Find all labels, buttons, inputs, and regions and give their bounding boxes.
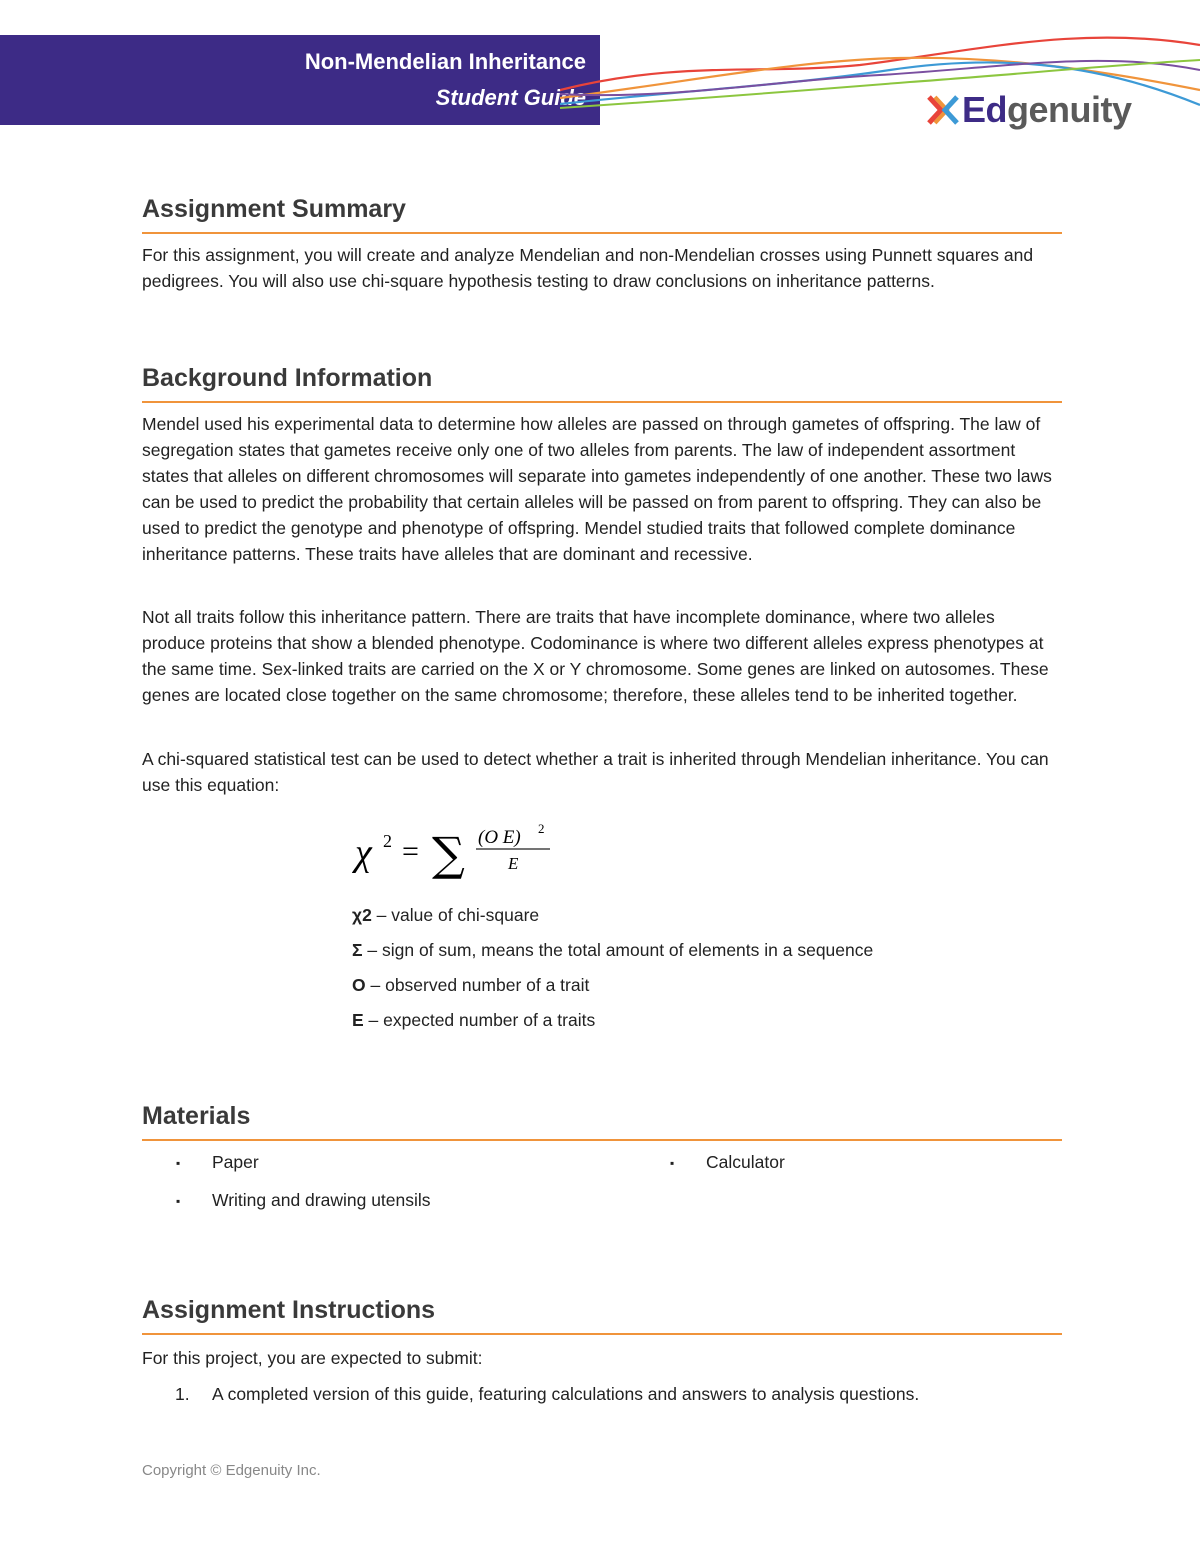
materials-heading: Materials — [142, 1102, 1062, 1141]
document-title: Non-Mendelian Inheritance — [304, 49, 586, 74]
background-paragraph-2: Not all traits follow this inheritance pattern. There are traits that have incomplete dominance, where two alleles produce proteins that show a blended phenotype. Codominance is where two different alleles express phenotypes at the same time. Sex-linked traits are carried on the X or Y chromosome. Some genes are linked on autosomes. These genes are located close together on the same chromosome; therefore, these alleles tend to be inherited together. — [142, 607, 1049, 705]
material-item: Calculator — [706, 1152, 785, 1172]
list-item-text: A completed version of this guide, featuring calculations and answers to analysis questions. — [212, 1384, 920, 1404]
copyright-footer: Copyright © Edgenuity Inc. — [142, 1462, 321, 1479]
definition-expected: E – expected number of a traits — [352, 1010, 596, 1030]
edgenuity-logo — [926, 88, 1132, 132]
summary-heading: Assignment Summary — [142, 195, 1062, 234]
definition-sum: Σ – sign of sum, means the total amount of elements in a sequence — [352, 940, 874, 960]
summary-text: For this assignment, you will create and analyze Mendelian and non-Mendelian crosses using Punnett squares and pedigrees. You will also use chi-square hypothesis testing to draw conclusions on inheritance patterns. — [142, 245, 1034, 291]
definition-observed: O – observed number of a trait — [352, 975, 590, 995]
bullet-icon: ▪ — [670, 1156, 675, 1170]
formula-sum: ∑ — [432, 827, 465, 881]
bullet-icon: ▪ — [176, 1194, 181, 1208]
formula-denominator: E — [508, 854, 519, 873]
background-paragraph-3: A chi-squared statistical test can be used to detect whether a trait is inherited through Mendelian inheritance. You can use this equation: — [142, 749, 1049, 795]
chi-square-formula — [350, 815, 570, 885]
document-subtitle: Student Guide — [435, 85, 586, 110]
instructions-intro: For this project, you are expected to submit: — [142, 1348, 483, 1368]
bullet-icon: ▪ — [176, 1156, 181, 1170]
material-item: Paper — [212, 1152, 259, 1172]
formula-equals: = — [402, 835, 419, 868]
header-banner — [0, 35, 600, 125]
background-heading: Background Information — [142, 364, 1062, 403]
formula-chi-exponent: 2 — [383, 831, 392, 851]
logo-wordmark: Edgenuity — [962, 89, 1132, 130]
background-paragraph-1: Mendel used his experimental data to determine how alleles are passed on through gametes of offspring. The law of segregation states that gametes receive only one of two alleles from parents. The law of independent assortment states that alleles on different chromosomes will separate into gametes independently of one another. These two laws can be used to predict the probability that certain alleles will be passed on from parent to offspring. They can also be used to predict the genotype and phenotype of offspring. Mendel studied traits that followed complete dominance inheritance patterns. These traits have alleles that are dominant and recessive. — [142, 414, 1052, 564]
material-item: Writing and drawing utensils — [212, 1190, 431, 1210]
formula-numerator: (O E) — [478, 827, 521, 848]
formula-chi: χ — [355, 832, 372, 874]
formula-numerator-exponent: 2 — [538, 821, 545, 836]
definition-chi-square: χ2 – value of chi-square — [352, 905, 540, 925]
instructions-heading: Assignment Instructions — [142, 1296, 1062, 1335]
list-item-number: 1. — [175, 1384, 190, 1404]
x-logo-icon — [926, 93, 960, 127]
